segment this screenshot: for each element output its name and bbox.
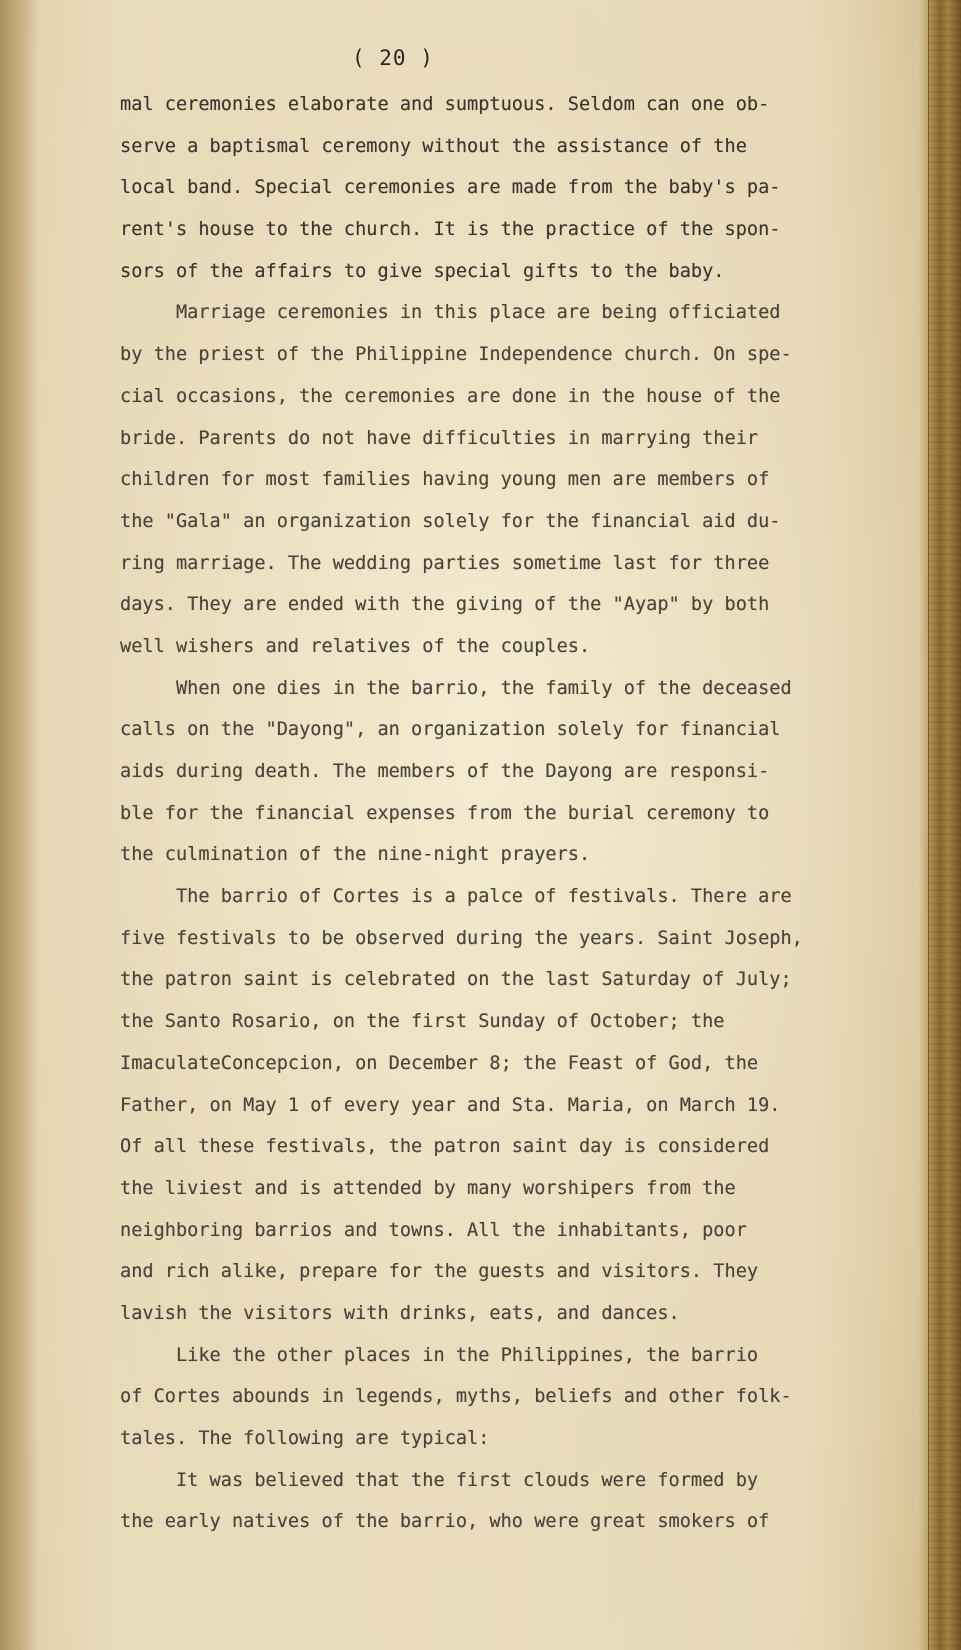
body-text: [120, 84, 900, 1543]
text-line: the Santo Rosario, on the first Sunday of October; the: [120, 1011, 725, 1033]
text-line: ImaculateConcepcion, on December 8; the Feast of God, the: [120, 1052, 759, 1074]
text-line: neighboring barrios and towns. All the inhabitants, poor: [120, 1219, 747, 1241]
text-line: mal ceremonies elaborate and sumptuous. Seldom can one ob-: [120, 94, 770, 115]
text-line: well wishers and relatives of the couples.: [120, 635, 591, 657]
text-line: five festivals to be observed during the years. Saint Joseph,: [120, 927, 803, 949]
text-line: When one dies in the barrio, the family of the deceased: [120, 677, 792, 699]
text-line: days. They are ended with the giving of the "Ayap" by both: [120, 594, 770, 616]
text-line: sors of the affairs to give special gifts to the baby.: [120, 260, 725, 282]
text-line: the early natives of the barrio, who were great smokers of: [120, 1511, 770, 1533]
text-line: the patron saint is celebrated on the last Saturday of July;: [120, 969, 792, 991]
text-line: cial occasions, the ceremonies are done in the house of the: [120, 385, 781, 407]
text-line: Marriage ceremonies in this place are being officiated: [120, 302, 781, 324]
text-line: the liviest and is attended by many worshipers from the: [120, 1177, 736, 1199]
text-line: ble for the financial expenses from the burial ceremony to: [120, 802, 770, 824]
book-binding-edge: [928, 0, 961, 1650]
text-line: calls on the "Dayong", an organization solely for financial: [120, 719, 781, 741]
text-line: and rich alike, prepare for the guests and visitors. They: [120, 1261, 759, 1283]
text-line: local band. Special ceremonies are made from the baby's pa-: [120, 177, 781, 199]
text-line: rent's house to the church. It is the practice of the spon-: [120, 219, 781, 241]
page-number: ( 20 ): [352, 46, 434, 70]
text-line: Of all these festivals, the patron saint day is considered: [120, 1136, 770, 1158]
text-line: the culmination of the nine-night prayers.: [120, 844, 591, 866]
page-left-shadow: [0, 0, 38, 1650]
text-line: Father, on May 1 of every year and Sta. Maria, on March 19.: [120, 1094, 781, 1116]
text-line: The barrio of Cortes is a palce of festivals. There are: [120, 886, 792, 908]
text-line: by the priest of the Philippine Independence church. On spe-: [120, 344, 792, 366]
text-line: bride. Parents do not have difficulties in marrying their: [120, 427, 759, 449]
text-line: children for most families having young men are members of: [120, 469, 770, 491]
text-line: the "Gala" an organization solely for the financial aid du-: [120, 510, 781, 532]
text-line: It was believed that the first clouds were formed by: [120, 1469, 759, 1491]
text-line: ring marriage. The wedding parties sometime last for three: [120, 552, 770, 574]
text-line: of Cortes abounds in legends, myths, beliefs and other folk-: [120, 1386, 792, 1408]
text-line: tales. The following are typical:: [120, 1428, 490, 1449]
text-line: lavish the visitors with drinks, eats, and dances.: [120, 1302, 680, 1324]
text-line: serve a baptismal ceremony without the assistance of the: [120, 135, 747, 157]
text-line: aids during death. The members of the Dayong are responsi-: [120, 761, 770, 782]
text-line: Like the other places in the Philippines, the barrio: [120, 1344, 759, 1366]
